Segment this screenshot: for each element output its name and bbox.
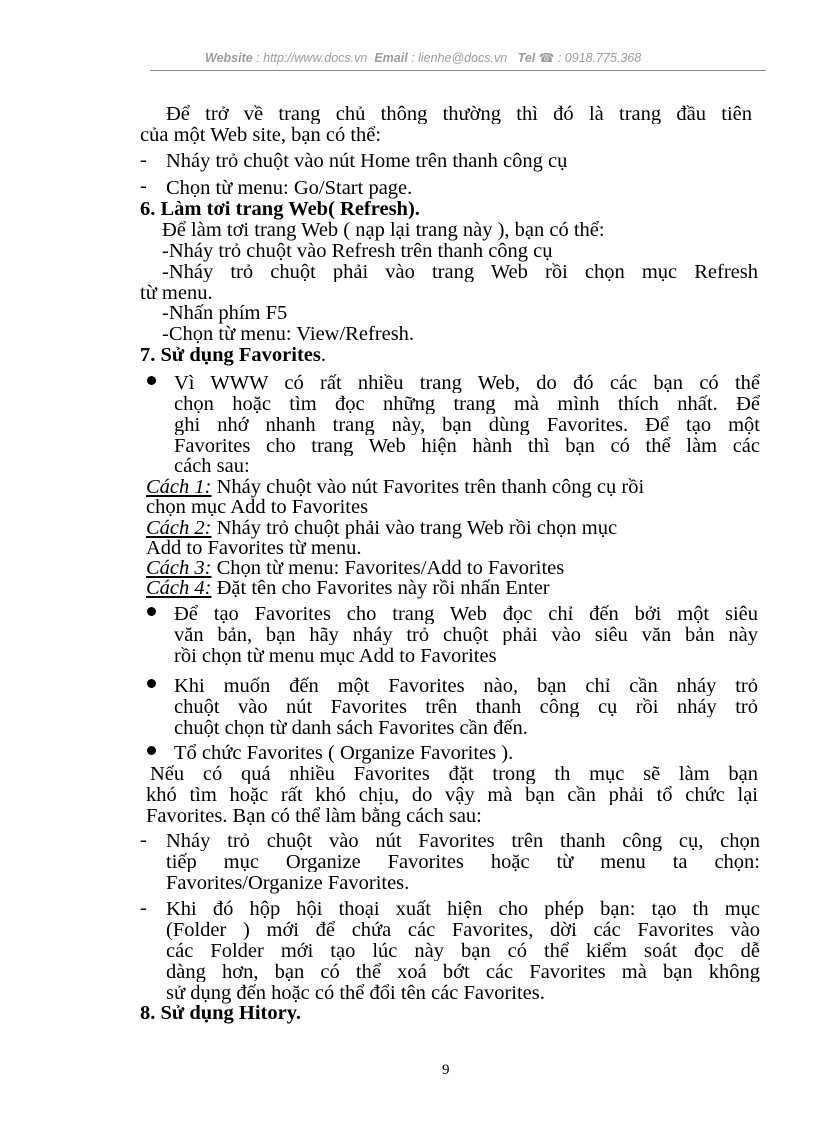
paragraph-line: -Nhấn phím F5 [162, 302, 288, 324]
tel-label: Tel [517, 51, 536, 65]
bullet-line: Tổ chức Favorites ( Organize Favorites ). [174, 742, 514, 764]
section-heading-6: 6. Làm tơi trang Web( Refresh). [140, 198, 420, 220]
bullet-line: rồi chọn từ menu mục Add to Favorites [174, 645, 497, 667]
paragraph-line: từ menu. [140, 282, 213, 304]
method-4-text: Đặt tên cho Favorites này rồi nhấn Enter [211, 577, 550, 599]
dash-marker: - [140, 897, 147, 919]
method-2-cont: Add to Favorites từ menu. [146, 537, 362, 559]
method-1 [146, 477, 644, 497]
paragraph-line: khó tìm hoặc rất khó chịu, do vậy mà bạn cần phải tổ chức lại [146, 785, 758, 805]
dash-marker: - [140, 149, 147, 171]
email-label: Email [374, 51, 408, 65]
method-3-label: Cách 3: [146, 557, 212, 579]
section-heading-7-text: 7. Sử dụng Favorites [140, 344, 321, 366]
method-1-label: Cách 1: [146, 476, 212, 498]
bullet-line: ghi nhớ nhanh trang này, bạn dùng Favorites. Để tạo một [174, 415, 760, 435]
bullet-line: cách sau: [174, 455, 250, 477]
paragraph-line: -Chọn từ menu: View/Refresh. [162, 323, 415, 345]
list-item: sử dụng đến hoặc có thể đổi tên các Favorites. [166, 982, 545, 1004]
paragraph-line: Nếu có quá nhiều Favorites đặt trong th mục sẽ làm bạn [150, 764, 758, 784]
telephone-icon: ☎ [538, 51, 555, 65]
paragraph-line: của một Web site, bạn có thể: [140, 124, 382, 146]
paragraph-line: -Nháy trỏ chuột vào Refresh trên thanh công cụ [162, 240, 553, 262]
method-2-text: Nháy trỏ chuột phải vào trang Web rồi chọn mục [211, 517, 618, 539]
paragraph-line: Favorites. Bạn có thể làm bằng cách sau: [146, 805, 482, 827]
section-heading-8: 8. Sử dụng Hitory. [140, 1002, 301, 1024]
page-header [150, 50, 766, 71]
method-2 [146, 518, 617, 538]
bullet-line: Favorites cho trang Web hiện hành thì bạn có thể làm các [174, 436, 760, 456]
dash-marker: - [140, 829, 147, 851]
bullet-icon [147, 746, 156, 755]
email-value: : lienhe@docs.vn [411, 51, 508, 65]
bullet-icon [147, 376, 156, 385]
method-1-text: Nháy chuột vào nút Favorites trên thanh công cụ rồi [211, 476, 645, 498]
method-3-text: Chọn từ menu: Favorites/Add to Favorites [211, 557, 565, 579]
bullet-line: chuột chọn từ danh sách Favorites cần đến. [174, 717, 528, 739]
list-item: Favorites/Organize Favorites. [166, 872, 410, 894]
method-1-cont: chọn mục Add to Favorites [146, 496, 369, 518]
method-3 [146, 558, 564, 578]
list-item: các Folder mới tạo lúc này bạn có thể kiểm soát đọc dễ [166, 941, 760, 961]
bullet-line: văn bản, bạn hãy nháy trỏ chuột phải vào siêu văn bản này [174, 625, 758, 645]
list-item: Chọn từ menu: Go/Start page. [166, 177, 413, 199]
paragraph-line: Để làm tơi trang Web ( nạp lại trang này ), bạn có thể: [162, 219, 605, 241]
method-4-label: Cách 4: [146, 577, 212, 599]
header-contact-line [205, 50, 641, 65]
bullet-line: chọn hoặc tìm đọc những trang mà mình thích nhất. Để [174, 394, 760, 414]
tel-value: : 0918.775.368 [557, 51, 642, 65]
list-item: tiếp mục Organize Favorites hoặc từ menu ta chọn: [166, 852, 760, 872]
page-number: 9 [442, 1062, 450, 1078]
bullet-line: Vì WWW có rất nhiều trang Web, do đó các bạn có thể [174, 373, 760, 393]
paragraph-line: Để trở về trang chủ thông thường thì đó là trang đầu tiên [166, 104, 752, 124]
bullet-icon [147, 679, 156, 688]
method-2-label: Cách 2: [146, 517, 212, 539]
paragraph-line: -Nháy trỏ chuột phải vào trang Web rồi chọn mục Refresh [162, 262, 758, 282]
bullet-icon [147, 607, 156, 616]
section-heading-7 [140, 345, 326, 365]
website-label: Website [205, 51, 253, 65]
list-item: dàng hơn, bạn có thể xoá bớt các Favorites mà bạn không [166, 962, 760, 982]
website-url: : http://www.docs.vn [256, 51, 368, 65]
bullet-line: Khi muốn đến một Favorites nào, bạn chỉ cần nháy trỏ [174, 676, 758, 696]
list-item: (Folder ) mới để chứa các Favorites, dời các Favorites vào [166, 920, 760, 940]
method-4 [146, 578, 550, 598]
bullet-line: Để tạo Favorites cho trang Web đọc chỉ đến bởi một siêu [174, 604, 758, 624]
bullet-line: chuột vào nút Favorites trên thanh công cụ rồi nháy trỏ [174, 697, 758, 717]
list-item: Khi đó hộp hội thoại xuất hiện cho phép bạn: tạo th mục [166, 899, 760, 919]
heading-period: . [320, 344, 327, 366]
dash-marker: - [140, 175, 147, 197]
list-item: Nháy trỏ chuột vào nút Favorites trên thanh công cụ, chọn [166, 831, 760, 851]
list-item: Nháy trỏ chuột vào nút Home trên thanh công cụ [166, 150, 568, 172]
